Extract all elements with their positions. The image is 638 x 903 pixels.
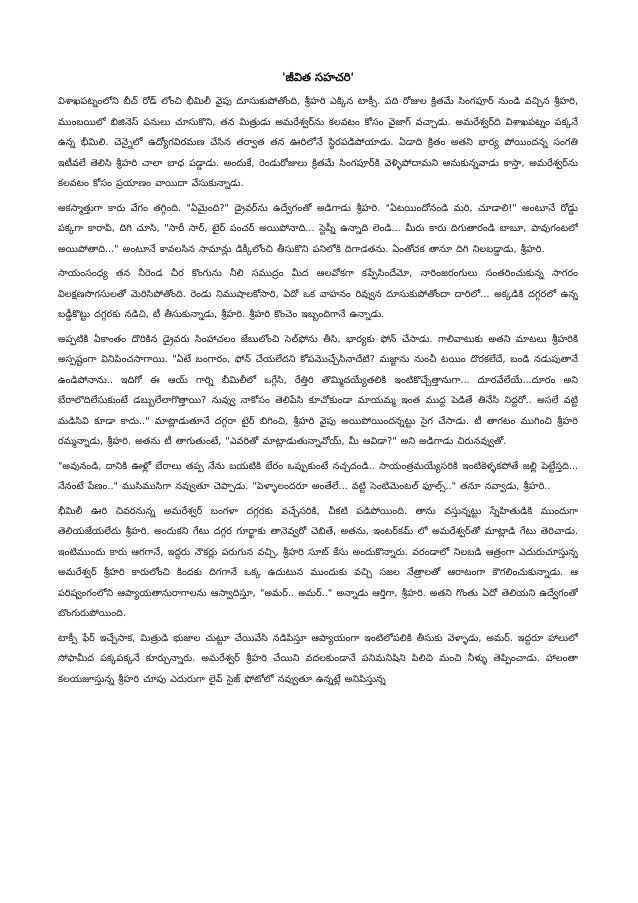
paragraph-4: అప్పటికి ఏకాంతం దొరికిన డ్రైవరు సింహాచలం జేబులోంచి సెల్‌ఫోను తీసి, భార్యకు ఫోన్ చేసాడు. గాలివాటుకు అతని మాటలు శ్రీహరికి అస్పష్టంగా వినిపించసాగాయి. "ఏటే బంగారం, ఫోన్ చేయలేదని కోపమొచ్చేసినాదేటి? మజ్జాను నుంచీ టయిం దొరకలేదే, బండి నడుపుతానే ఉండిపోనాను.. ఇదిగో ఈ ఆయ్ గార్ని బీమిలీలో ఒగ్గేసి, రేత్తిరి తొమ్మిదయ్యేతలికి ఇంటికొచ్చేత్తానుగా... దూరవేలేయే...దూరం అని బేరాలొదిలేసుకుంటే డబ్బులేలాగొత్తాయి? నువ్వు నాకోసం తెలిపేసి కూచోకుండా మాయమ్మ ఇంత ముద్ద పెడితే తినేసి నిద్దరో.. అసలే వట్టి మడిసివి కూడా కాదు.." మాట్లాడుతూనే దగ్గరా టైర్ బిగించి, శ్రీహరి వైపు అయిపోయిందన్నట్టు సైగ చేసాడు. టీ తాగటం ముగించి శ్రీహరి రమ్మన్నాడు, శ్రీహరి. అతను టీ తాగుతుంటే, "ఎవరితో మాట్లాడుతున్నావోయ్, మీ ఆవిడా?" అని అడిగాడు చిరునవ్వుతో. xyxy=(58,333,578,447)
paragraph-6: భీమిలీ ఊరి చివరనున్న అమరేశ్వర్ బంగళా దగ్గరకు వచ్చేసరికి, చీకటి పడిపోయింది. తాను వస్తున్నట్టు స్నేహితుడికి ముందుగా తెలియజేయలేదు శ్రీహరి. అందుకని గేటు దగ్గర గూర్ఖాకు తానెవ్వరో చెబితే, అతను, ఇంటర్‌కమ్ లో అమరేశ్వర్‌తో మాట్లాడి గేటు తెరిచాడు. ఇంటిముందు కారు ఆగగానే, ఇద్దరు నౌకర్లు పరుగున వచ్చి, శ్రీహరి సూట్ కేసు అందుకొన్నారు. వరండాలో నిలబడి ఆత్రంగా ఎదురుచూస్తున్న అమరేశ్వర్ శ్రీహరి కారులోంచి కిందకు దిగగానే ఒక్క ఉదుటున ముందుకు వచ్చి సజల నేత్రాలతో ఆరాటంగా కౌగలించుకున్నాడు. ఆ పరిష్వంగంలోని ఆప్యాయతానురాగాలను ఆస్వాదిస్తూ, "అమర్.. అమర్.." అన్నాడు ఆర్తిగా, శ్రీహరి. అతని గొంతు ఏదో తెలియని ఉద్వేగంతో బొంగురుపోయింది. xyxy=(58,505,578,619)
paragraph-3: సాయంసంధ్య తన నీరెండ చీర కొంగును నీలి సముద్రం మీద ఆలవోకగా కప్పేసిందేమో, నారింజరంగులు సంతరించుకున్న సాగరం విలక్షణసొగసులతో మెరిసిపోతోంది. రెండు నిముషాలకోసారి, ఏదో ఒక వాహనం రివ్వున దూసుకుపోతోందా దారిలో... అక్కడికి దగ్గరలో ఉన్న బడ్డీకొట్టు దగ్గరకు నడిచి, టీ తీసుకున్నాడు, శ్రీహరి. శ్రీహరి కొంచెం ఇబ్బందిగానే ఉన్నాడు. xyxy=(58,268,578,320)
document-page xyxy=(58,68,578,868)
story-title: 'జీవిత సహచరి' xyxy=(281,70,355,84)
paragraph-7: టాక్సీ ఫేర్ ఇచ్చేసాక, మిత్రుడి భుజాల చుట్టూ చేయివేసి నడిపిస్తూ ఆప్యాయంగా ఇంటిలోపలికి తీసుకు వెళ్ళాడు, అమర్. ఇద్దరూ హాలులో సోఫామీద పక్కపక్కనే కూర్చున్నారు. అమరేశ్వర్ శ్రీహరి చేయిని వదలకుండానే పనిమనిషిని పిలిచి మంచి నీళ్ళు తెప్పించాడు. హాలంతా కలయజూస్తున్న శ్రీహరి చూపు ఎదురుగా లైవ్ సైజ్ ఫోటోలో నవ్వుతూ ఉన్నట్లే అనిపిస్తున్న xyxy=(58,632,578,685)
paragraph-5: "అవునండి, దానికి ఊళ్లో బేరాలు తప్ప నేను బయటికి బేరం ఒప్పుకుంటే నచ్చదండి.. సాయంత్రమయ్యేసరికి ఇంటికెళ్ళకపోతే జల్లి పెట్టేస్తది... నేనంటే పేణం.." ముసిముసిగా నవ్వుతూ చెప్పాడు. "పెళ్ళాలందరూ అంతేలే... వట్టి సెంటిమెంటల్ ఫూల్స్.." తనూ నవ్వాడు, శ్రీహరి.. xyxy=(58,460,578,492)
paragraph-1: విశాఖపట్నంలోని బీచ్ రోడ్ లోంచి భీమిలీ వైపు దూసుకుపోతోంది, శ్రీహరి ఎక్కిన టాక్సీ. పది రోజుల క్రితమే సింగపూర్ నుండి వచ్చిన శ్రీహరి, ముంబయిలో బిజినెస్ పనులు చూసుకొని, తన మిత్రుడు అమరేశ్వర్‌ను కలవటం కోసం వైజాగ్ వచ్చాడు. అమరేశ్వర్‌ది విశాఖపట్నం పక్కనే ఉన్న భీమిలి. చెన్నైలో ఉద్యోగవిరమణ చేసిన తర్వాత తన ఊరిలోనే స్థిరపడిపోయాడు. ఏడాది క్రితం అతని భార్య పోయిందన్న సంగతి ఇటీవలే తెలిసి శ్రీహరి చాలా బాధ పడ్డాడు. అందుకే, రెండురోజులు క్రితమే సింగపూర్‌కి వెళ్ళిపోదామని అనుకున్నవాడు కాస్తా, అమరేశ్వర్‌ను కలవటం కోసం ప్రయాణం వాయిదా వేసుకున్నాడు. xyxy=(58,96,578,189)
paragraph-2: అకస్మాత్తుగా కారు వేగం తగ్గింది. "ఏమైంది?" డ్రైవర్‌ను ఉద్వేగంతో అడిగాడు శ్రీహరి. "ఏటయిందోనండి మరి, చూడాలి!" అంటూనే రోడ్డు పక్కగా కారాపి, దిగి చూసి, "సారీ సార్, టైర్ పంచర్ అయిపోనాది... స్టెప్నీ ఉన్నాది లెండి... మీరు కారు దిగుతారండి బాబూ, పావుగంటలో అయిపోతాది..." అంటూనే కావలసిన సామాన్లు డిక్కీలోంచి తీసుకొని పనిలోకి దిగాడతను. ఏంతోచక తానూ దిగి నిలబడ్డాడు, శ్రీహరి. xyxy=(58,202,578,255)
